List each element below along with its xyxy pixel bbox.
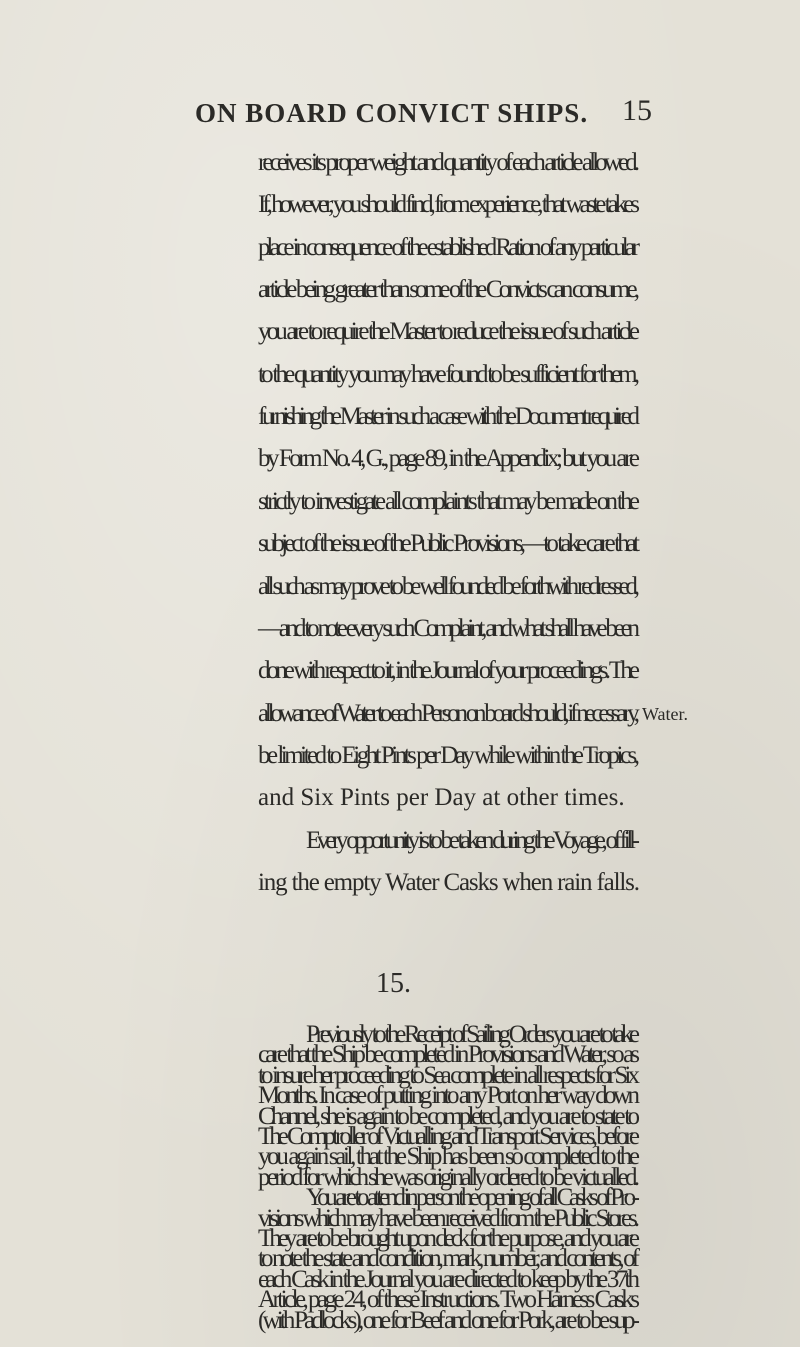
book-page: ON BOARD CONVICT SHIPS. 15 receives its proper weight and quantity of each article allowed. If, however, you should find, from experience, that waste takes place in consequence of the established Ration of any particular article being greater than some of the Convicts can consume, you are to require the Master to reduce the issue of such article to the quantity you may have found to be sufficient for them, furnishing the Master in such a case with the Document required by Form No. 4, G., page 89, in the Appendix; but you are strictly to investigate all complaints that may be made on the subject of the issue of the Public Provisions,—to take care that all such as may prove to be well founded be forthwith redressed, —and to note every such Complaint, and what shall have been done with respect to it, in the Journal of your proceedings. The allowance of Water to each Person on board should, if necessary, be limited to Eight Pints per Day while within the Tropics, and Six Pints per Day at other times. Every opportunity is to be taken during the Voyage, of fill- ing the empty Water Casks when rain falls. Water. 15. Previously to the Receipt of Sailing Orders you are to take care that the Ship be completed in Provisions and Water, so as to insure her proceeding to Sea complete in all respects for Six Months. In case of putting into any Port on her way down Channel, she is again to be completed, and you are to state to The Comptroller of Victualling and Transport Services, before you again sail, that the Ship has been so completed to the period for which she was originally ordered to be victualled. You are to attend in person the opening of all Casks of Pro- visions which may have been received from the Public Stores. They are to be brought upon deck for the purpose, and you are to note the state and condition, mark, number, and contents, of each Cask in the Journal you are directed to keep by the 37th Article, page 24, of these Instructions. Two Harness Casks (with Padlocks), one for Beef and one for Pork, are to be sup- <box>0 0 800 1347</box>
page-header <box>0 94 800 138</box>
section-number: 15. <box>376 968 411 999</box>
margin-note-water: Water. <box>642 704 689 724</box>
page-number: 15 <box>622 94 652 127</box>
running-title: ON BOARD CONVICT SHIPS. <box>195 98 589 128</box>
